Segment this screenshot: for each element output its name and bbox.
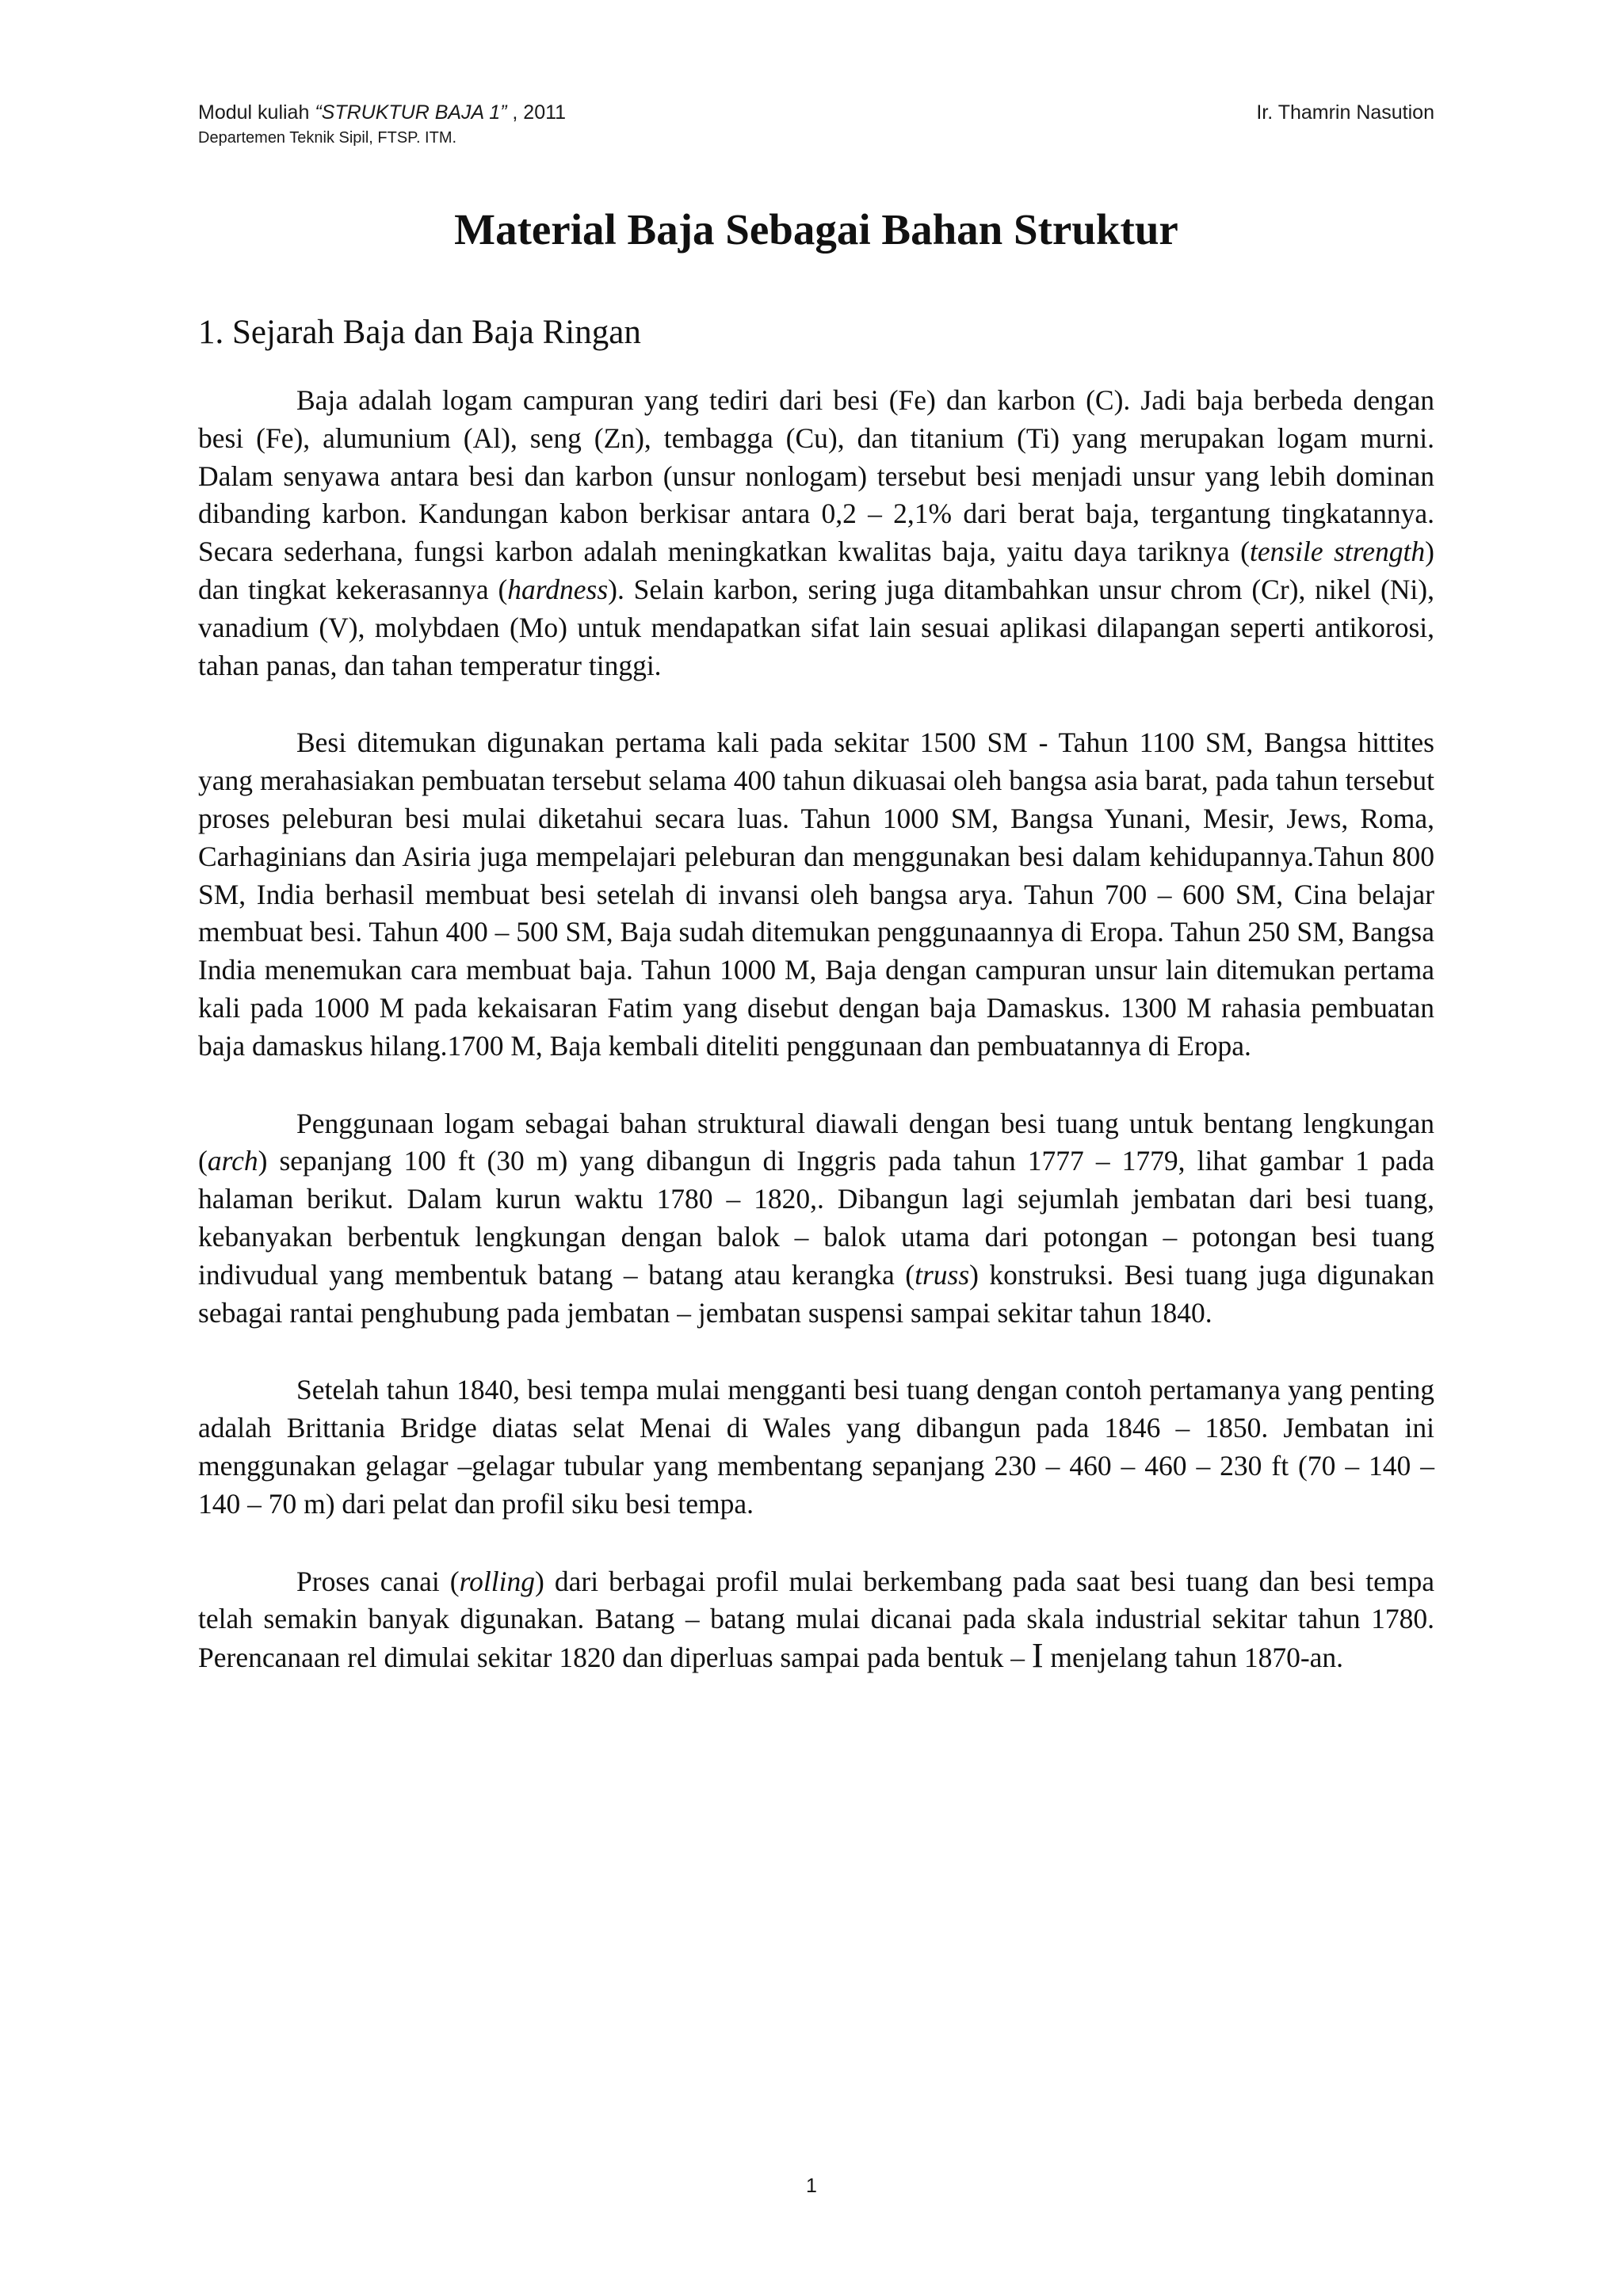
page-title: Material Baja Sebagai Bahan Struktur — [454, 205, 1178, 254]
paragraph-3-text-a: Penggunaan logam sebagai bahan struktural diawali dengan besi tuang untuk bentang lengkungan ( — [198, 1107, 1434, 1177]
term-arch: arch — [207, 1145, 258, 1177]
term-truss: truss — [915, 1258, 970, 1291]
i-shape-letter: I — [1031, 1636, 1044, 1676]
term-hardness: hardness — [507, 573, 609, 605]
paragraph-5-text-c: menjelang tahun 1870-an. — [1043, 1642, 1344, 1674]
section-heading: 1. Sejarah Baja dan Baja Ringan — [198, 314, 641, 351]
paragraph-1-text-a: Baja adalah logam campuran yang tediri dari besi (Fe) dan karbon (C). Jadi baja berbeda dengan besi (Fe), alumunium (Al), seng (Zn), tembagga (Cu), dan titanium (Ti) yang merupakan logam murni. Dalam senyawa antara besi dan karbon (unsur nonlogam) tersebut besi menjadi unsur yang lebih dominan dibanding karbon. Kandungan kabon berkisar antara 0,2 – 2,1% dari berat baja, tergantung tingkatannya. Secara sederhana, fungsi karbon adalah meningkatkan kwalitas baja, yaitu daya tariknya ( — [198, 384, 1434, 568]
paragraph-5-text-a: Proses canai ( — [296, 1565, 460, 1597]
paragraph-5-text-b: ) dari berbagai profil mulai berkembang pada saat besi tuang dan besi tempa telah semakin banyak digunakan. Batang – batang mulai dicanai pada skala industrial sekitar tahun 1780. Perencanaan rel dimulai sekitar 1820 dan diperluas sampai pada bentuk – — [198, 1565, 1434, 1674]
page-number: 1 — [806, 2175, 817, 2197]
course-year: , 2011 — [506, 101, 567, 124]
paragraph-1-text-c: ). Selain karbon, sering juga ditambahkan unsur chrom (Cr), nikel (Ni), vanadium (V), molybdaen (Mo) untuk mendapatkan sifat lain sesuai aplikasi dilapangan seperti antikorosi, tahan panas, dan tahan temperatur tinggi. — [198, 573, 1434, 681]
paragraph-3 — [198, 1105, 1434, 1333]
course-title: “STRUKTUR BAJA 1” — [315, 101, 507, 124]
paragraph-1-text-b: ) dan tingkat kekerasannya ( — [198, 536, 1434, 605]
course-info — [198, 98, 566, 127]
paragraph-3-text-c: ) konstruksi. Besi tuang juga digunakan sebagai rantai penghubung pada jembatan – jembatan suspensi sampai sekitar tahun 1840. — [198, 1258, 1435, 1329]
header-top-line — [198, 98, 1434, 127]
term-rolling: rolling — [459, 1565, 535, 1597]
paragraph-4: Setelah tahun 1840, besi tempa mulai mengganti besi tuang dengan contoh pertamanya yang penting adalah Brittania Bridge diatas selat Menai di Wales yang dibangun pada 1846 – 1850. Jembatan ini menggunakan gelagar –gelagar tubular yang membentang sepanjang 230 – 460 – 460 – 230 ft (70 – 140 – 140 – 70 m) dari pelat dan profil siku besi tempa. — [198, 1374, 1434, 1520]
paragraph-2: Besi ditemukan digunakan pertama kali pada sekitar 1500 SM - Tahun 1100 SM, Bangsa hittites yang merahasiakan pembuatan tersebut selama 400 tahun dikuasai oleh bangsa asia barat, pada tahun tersebut proses peleburan besi mulai diketahui secara luas. Tahun 1000 SM, Bangsa Yunani, Mesir, Jews, Roma, Carhaginians dan Asiria juga mempelajari peleburan dan menggunakan besi dalam kehidupannya.Tahun 800 SM, India berhasil membuat besi setelah di invansi oleh bangsa arya. Tahun 700 – 600 SM, Cina belajar membuat besi. Tahun 400 – 500 SM, Baja sudah ditemukan penggunaannya di Eropa. Tahun 250 SM, Bangsa India menemukan cara membuat baja. Tahun 1000 M, Baja dengan campuran unsur lain ditemukan pertama kali pada 1000 M pada kekaisaran Fatim yang disebut dengan baja Damaskus. 1300 M rahasia pembuatan baja damaskus hilang.1700 M, Baja kembali diteliti penggunaan dan pembuatannya di Eropa. — [198, 727, 1434, 1062]
author-name: Ir. Thamrin Nasution — [1256, 101, 1434, 124]
paragraph-1 — [198, 382, 1434, 685]
page-header — [198, 98, 1434, 149]
paragraph-5 — [198, 1563, 1434, 1677]
term-tensile-strength: tensile strength — [1249, 536, 1426, 568]
department-name: Departemen Teknik Sipil, FTSP. ITM. — [198, 129, 457, 147]
course-prefix: Modul kuliah — [198, 101, 315, 124]
paragraph-3-text-b: ) sepanjang 100 ft (30 m) yang dibangun di Inggris pada tahun 1777 – 1779, lihat gambar 1 pada halaman berikut. Dalam kurun waktu 1780 – 1820,. Dibangun lagi sejumlah jembatan dari besi tuang, kebanyakan berbentuk lengkungan dengan balok – balok utama dari potongan – potongan besi tuang indivudual yang membentuk batang – batang atau kerangka ( — [198, 1145, 1434, 1291]
body-text — [198, 382, 1434, 1717]
